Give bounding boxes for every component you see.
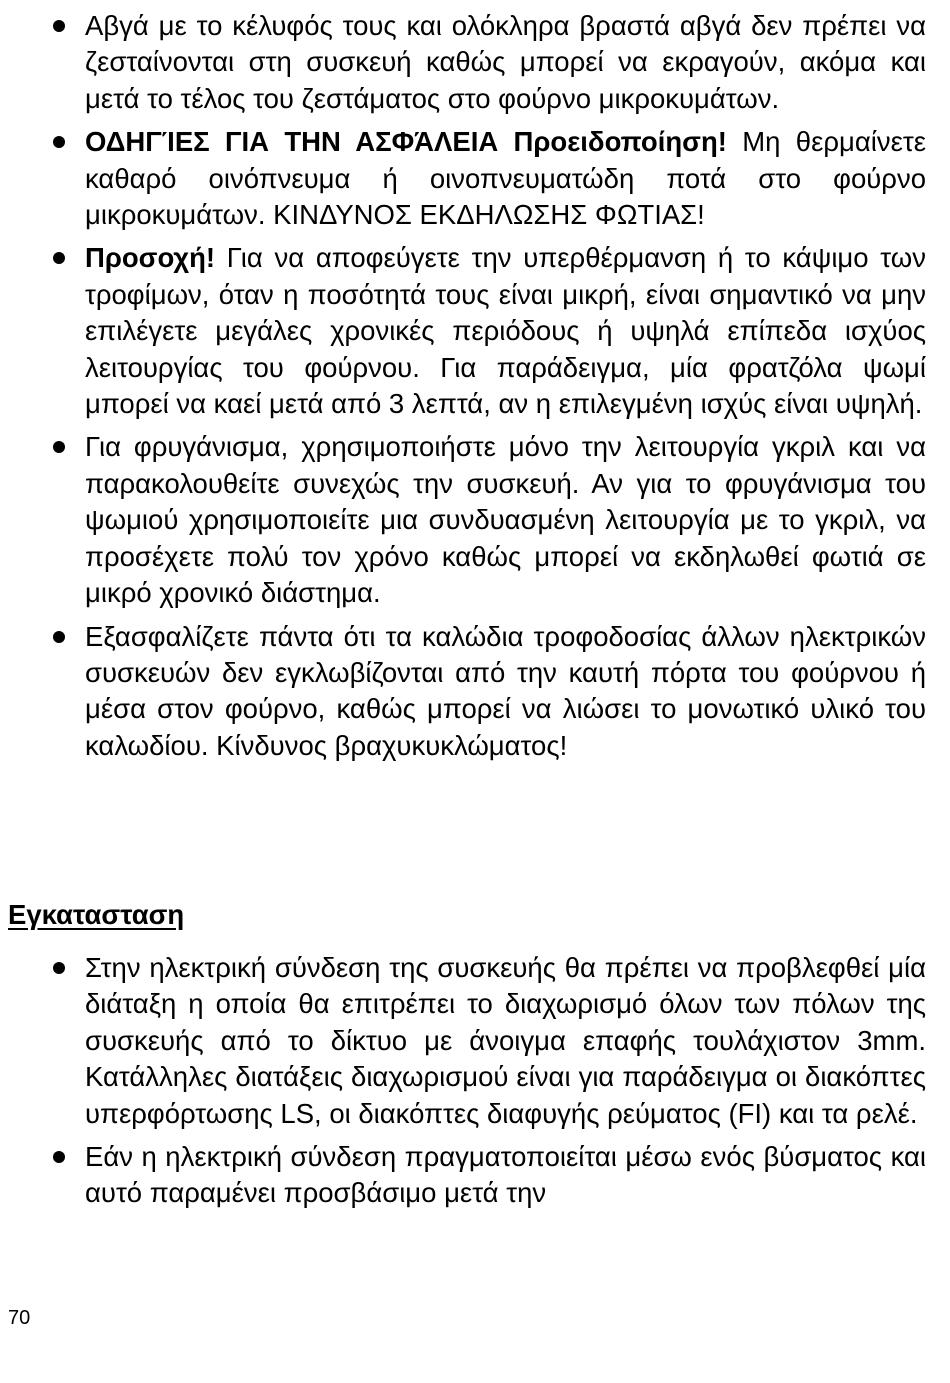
list-item-text: Για φρυγάνισμα, χρησιμοποιήστε μόνο την λειτουργία γκριλ και να παρακολουθείτε συνεχώς την συσκευή. Αν για το φρυγάνισμα του ψωμιού χρησιμοποιείτε μια συνδυασμένη λειτουργία με το γκριλ, να προσέχετε πολύ τον χρόνο καθώς μπορεί να εκδηλωθεί φωτιά σε μικρό χρονικό διάστημα. — [85, 431, 926, 609]
bullet-icon — [53, 962, 65, 974]
section-heading: Εγκατασταση — [8, 899, 185, 930]
list-item-text: Στην ηλεκτρική σύνδεση της συσκευής θα πρέπει να προβλεφθεί μία διάταξη η οποία θα επιτρέπει το διαχωρισμό όλων των πόλων της συσκευής από το δίκτυο με άνοιγμα επαφής τουλάχιστον 3mm. Κατάλληλες διατάξεις διαχωρισμού είναι για παράδειγμα οι διακόπτες υπερφόρτωσης LS, οι διακόπτες διαφυγής ρεύματος (FI) και τα ρελέ. — [85, 952, 926, 1129]
list-item — [0, 124, 950, 233]
bullet-icon — [53, 136, 65, 148]
list-item-text: Αβγά με το κέλυφός τους και ολόκληρα βραστά αβγά δεν πρέπει να ζεσταίνονται στη συσκευή καθώς μπορεί να εκραγούν, ακόμα και μετά το τέλος του ζεστάματος στο φούρνο μικροκυμάτων. — [85, 10, 926, 114]
list-item-text: Μη θερμαίνετε καθαρό οινόπνευμα ή οινοπνευματώδη ποτά στο φούρνο μικροκυμάτων. ΚΙΝΔΥΝΟΣ ΕΚΔΗΛΩΣΗΣ ΦΩΤΙΑΣ! — [85, 126, 926, 231]
list-item-bold-text: Προσοχή! — [85, 242, 216, 274]
list-item — [0, 429, 950, 611]
bullet-icon — [53, 252, 65, 264]
safety-instructions-list — [0, 8, 950, 771]
list-item — [0, 950, 950, 1132]
list-item — [0, 1139, 950, 1212]
list-item — [0, 240, 950, 422]
page-number: 70 — [8, 1307, 31, 1329]
list-item — [0, 8, 950, 117]
bullet-icon — [53, 20, 65, 32]
list-item-text: Εξασφαλίζετε πάντα ότι τα καλώδια τροφοδοσίας άλλων ηλεκτρικών συσκευών δεν εγκλωβίζονται από την καυτή πόρτα του φούρνου ή μέσα στον φούρνο, καθώς μπορεί να λιώσει το μονωτικό υλικό του καλωδίου. Κίνδυνος βραχυκυκλώματος! — [85, 620, 926, 761]
bullet-icon — [53, 631, 65, 643]
list-item — [0, 619, 950, 765]
list-item-text: Εάν η ηλεκτρική σύνδεση πραγματοποιείται μέσω ενός βύσματος και αυτό παραμένει προσβάσιμο μετά την — [85, 1141, 926, 1209]
bullet-icon — [53, 441, 65, 453]
list-item-bold-text: ΟΔΗΓΊΕΣ ΓΙΑ ΤΗΝ ΑΣΦΆΛΕΙΑ Προειδοποίηση! — [85, 126, 727, 158]
list-item-text: Για να αποφεύγετε την υπερθέρμανση ή το κάψιμο των τροφίμων, όταν η ποσότητά τους είναι μικρή, είναι σημαντικό να μην επιλέγετε μεγάλες χρονικές περιόδους ή υψηλά επίπεδα ισχύος λειτουργίας του φούρνου. Για παράδειγμα, μία φρατζόλα ψωμί μπορεί να καεί μετά από 3 λεπτά, αν η επιλεγμένη ισχύς είναι υψηλή. — [85, 242, 926, 420]
installation-list — [0, 950, 950, 1219]
bullet-icon — [53, 1151, 65, 1163]
